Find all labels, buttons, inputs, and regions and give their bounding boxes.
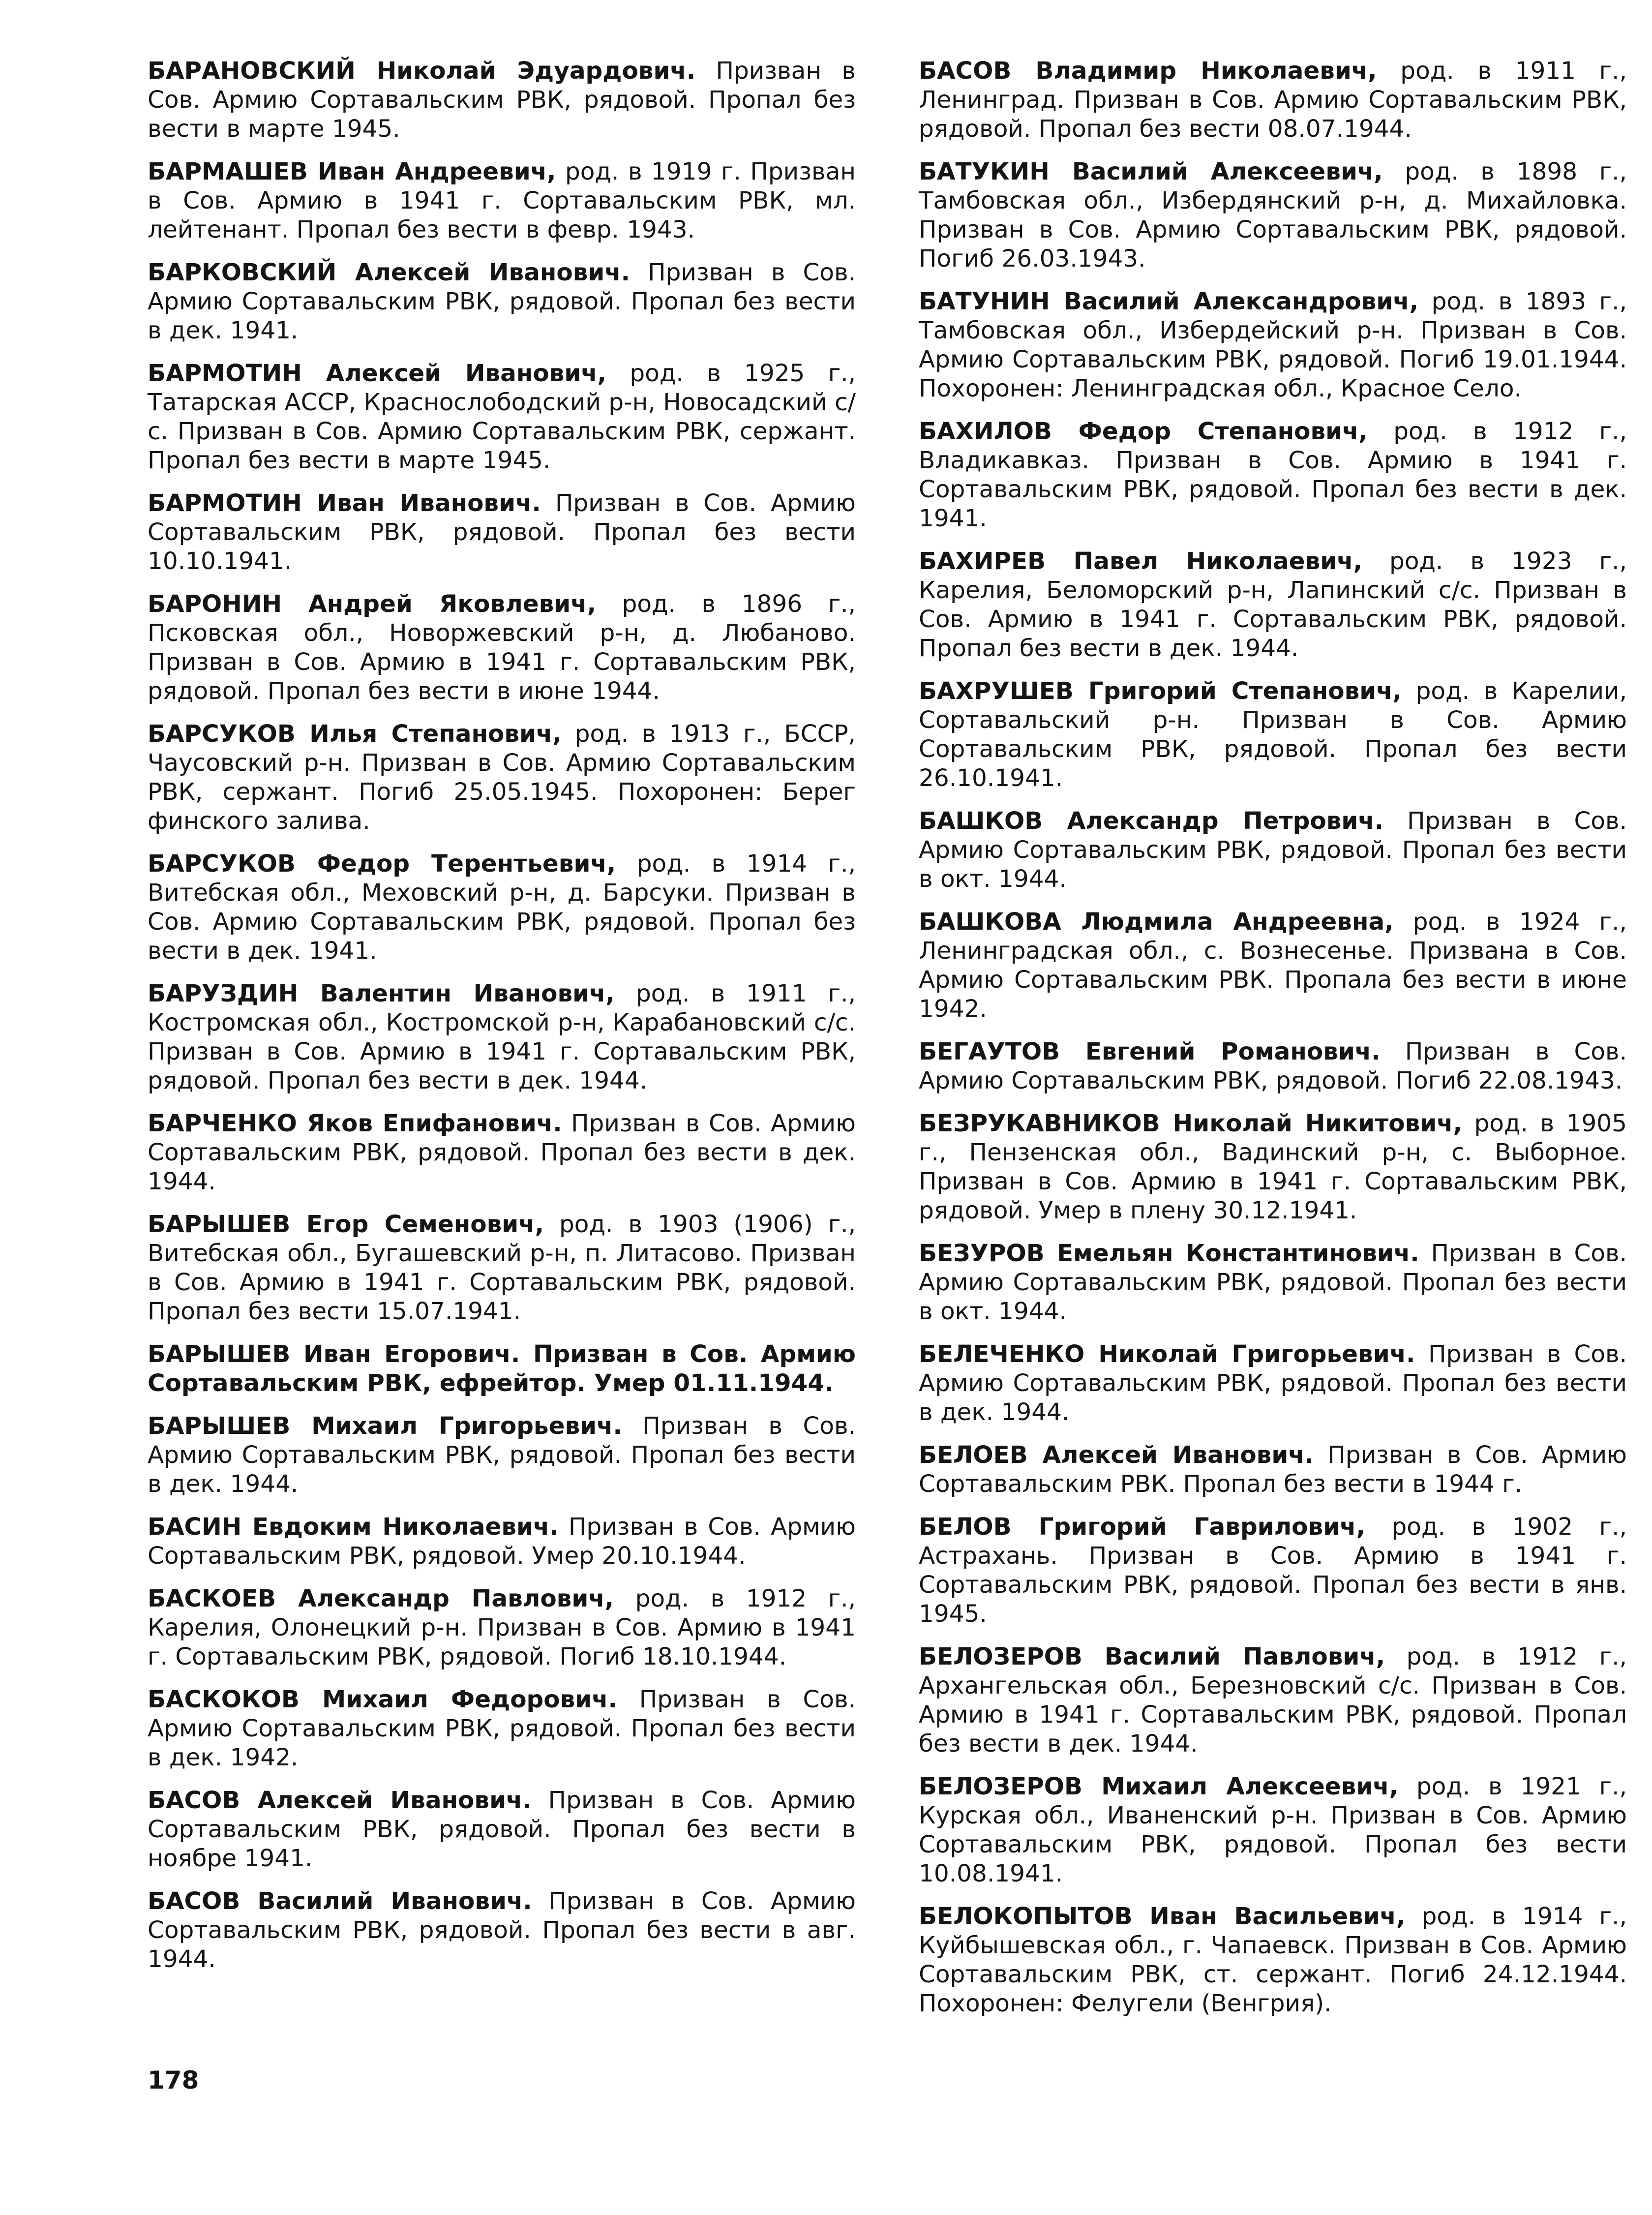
register-entry xyxy=(148,157,856,244)
register-entry xyxy=(148,1340,856,1398)
entry-details: род. в 1925 г., Татарская АССР, Краснослободский р-н, Новосадский с/с. Призван в Сов. Армию Сортавальским РВК, сержант. Пропал без вести в марте 1945. xyxy=(148,360,856,474)
entry-name: БЕЗРУКАВНИКОВ Николай Никитович, xyxy=(919,1110,1462,1137)
entry-name: БЕЛОЗЕРОВ Михаил Алексеевич, xyxy=(919,1773,1399,1800)
register-entry xyxy=(919,1340,1627,1427)
entry-name: БАРАНОВСКИЙ Николай Эдуардович. xyxy=(148,57,696,85)
register-entry xyxy=(919,1441,1627,1499)
entry-name: БАСОВ Алексей Иванович. xyxy=(148,1787,532,1814)
entry-name: БЕЛОЗЕРОВ Василий Павлович, xyxy=(919,1643,1385,1670)
register-entry xyxy=(148,850,856,966)
entry-name: БЕЛОКОПЫТОВ Иван Васильевич, xyxy=(919,1903,1406,1930)
entry-details: род. в 1924 г., Ленинградская обл., с. Вознесенье. Призвана в Сов. Армию Сортавальским РВК. Пропала без вести в июне 1942. xyxy=(919,908,1627,1023)
register-entry xyxy=(919,1037,1627,1095)
entry-details: Призван в Сов. Армию Сортавальским РВК, рядовой. Умер 20.10.1944. xyxy=(148,1513,856,1570)
entry-name: БАРЫШЕВ Егор Семенович, xyxy=(148,1211,544,1238)
register-entry xyxy=(919,807,1627,894)
entry-details: Призван в Сов. Армию Сортавальским РВК, рядовой. Погиб 22.08.1943. xyxy=(919,1038,1627,1094)
entry-details: род. в 1921 г., Курская обл., Иваненский р-н. Призван в Сов. Армию Сортавальским РВК, рядовой. Пропал без вести 10.08.1941. xyxy=(919,1773,1627,1887)
register-entry xyxy=(919,287,1627,403)
entry-name: БАРЫШЕВ Михаил Григорьевич. xyxy=(148,1412,622,1440)
register-entry xyxy=(148,1584,856,1671)
entry-name: БАРСУКОВ Федор Терентьевич, xyxy=(148,850,616,878)
entry-details: род. в 1912 г., Карелия, Олонецкий р-н. Призван в Сов. Армию в 1941 г. Сортавальским РВК, рядовой. Погиб 18.10.1944. xyxy=(148,1585,856,1670)
register-entry xyxy=(148,489,856,576)
entry-details: род. в 1914 г., Витебская обл., Меховский р-н, д. Барсуки. Призван в Сов. Армию Сортавальским РВК, рядовой. Пропал без вести в дек. 1941. xyxy=(148,850,856,965)
entry-details: Призван в Сов. Армию Сортавальским РВК, рядовой. Пропал без вести в окт. 1944. xyxy=(919,1240,1627,1325)
entry-details: род. в 1905 г., Пензенская обл., Вадинский р-н, с. Выборное. Призван в Сов. Армию в 1941 г. Сортавальским РВК, рядовой. Умер в плену 30.12.1941. xyxy=(919,1110,1627,1224)
register-entry xyxy=(148,1887,856,1974)
entry-name: БЕГАУТОВ Евгений Романович. xyxy=(919,1038,1381,1065)
register-entry xyxy=(148,1210,856,1326)
entry-details: род. в 1912 г., Архангельская обл., Березновский с/с. Призван в Сов. Армию в 1941 г. Сортавальским РВК, рядовой. Пропал без вести в дек. 1944. xyxy=(919,1643,1627,1758)
entry-details: Призван в Сов. Армию Сортавальским РВК, рядовой. Пропал без вести в ноябре 1941. xyxy=(148,1787,856,1872)
entry-details: Призван в Сов. Армию Сортавальским РВК, рядовой. Пропал без вести в дек. 1944. xyxy=(148,1110,856,1195)
entry-details: род. в 1911 г., Костромская обл., Костромской р-н, Карабановский с/с. Призван в Сов. Армию в 1941 г. Сортавальским РВК, рядовой. Пропал без вести в дек. 1944. xyxy=(148,980,856,1094)
entry-details: Призван в Сов. Армию Сортавальским РВК, ефрейтор. Умер 01.11.1944. xyxy=(148,1340,856,1397)
register-entry xyxy=(148,258,856,345)
register-entry xyxy=(148,1412,856,1499)
left-column xyxy=(148,57,856,1988)
entry-name: БАСКОКОВ Михаил Федорович. xyxy=(148,1686,617,1713)
entry-details: Призван в Сов. Армию Сортавальским РВК, рядовой. Пропал без вести в авг. 1944. xyxy=(148,1887,856,1973)
entry-name: БАРМОТИН Иван Иванович. xyxy=(148,489,541,517)
register-entry xyxy=(148,1685,856,1772)
entry-details: Призван в Сов. Армию Сортавальским РВК, рядовой. Пропал без вести в дек. 1944. xyxy=(919,1340,1627,1426)
register-entry xyxy=(919,157,1627,273)
entry-name: БАСИН Евдоким Николаевич. xyxy=(148,1513,559,1541)
entry-name: БАРКОВСКИЙ Алексей Иванович. xyxy=(148,259,631,286)
entry-details: род. в 1893 г., Тамбовская обл., Избердейский р-н. Призван в Сов. Армию Сортавальским РВК, рядовой. Погиб 19.01.1944. Похоронен: Ленинградская обл., Красное Село. xyxy=(919,288,1627,402)
entry-details: род. в 1913 г., БССР, Чаусовский р-н. Призван в Сов. Армию Сортавальским РВК, сержант. Погиб 25.05.1945. Похоронен: Берег финского залива. xyxy=(148,720,856,835)
entry-name: БЕЛОЕВ Алексей Иванович. xyxy=(919,1441,1314,1469)
entry-details: Призван в Сов. Армию Сортавальским РВК. Пропал без вести в 1944 г. xyxy=(919,1441,1627,1498)
register-entry xyxy=(148,359,856,475)
entry-name: БАРСУКОВ Илья Степанович, xyxy=(148,720,562,748)
entry-name: БАТУНИН Василий Александрович, xyxy=(919,288,1419,315)
entry-name: БАРМОТИН Алексей Иванович, xyxy=(148,360,607,387)
entry-name: БАХРУШЕВ Григорий Степанович, xyxy=(919,677,1402,705)
entry-details: род. в 1896 г., Псковская обл., Новоржевский р-н, д. Любаново. Призван в Сов. Армию в 1941 г. Сортавальским РВК, рядовой. Пропал без вести в июне 1944. xyxy=(148,590,856,705)
entry-details: Призван в Сов. Армию Сортавальским РВК, рядовой. Пропал без вести в дек. 1941. xyxy=(148,259,856,344)
entry-details: род. в 1902 г., Астрахань. Призван в Сов. Армию в 1941 г. Сортавальским РВК, рядовой. Пропал без вести в янв. 1945. xyxy=(919,1513,1627,1628)
entry-details: род. в 1923 г., Карелия, Беломорский р-н, Лапинский с/с. Призван в Сов. Армию в 1941 г. Сортавальским РВК, рядовой. Пропал без вести в дек. 1944. xyxy=(919,547,1627,662)
entry-details: Призван в Сов. Армию Сортавальским РВК, рядовой. Пропал без вести в дек. 1942. xyxy=(148,1686,856,1771)
entry-details: род. в 1912 г., Владикавказ. Призван в Сов. Армию в 1941 г. Сортавальским РВК, рядовой. Пропал без вести в дек. 1941. xyxy=(919,418,1627,532)
register-entry xyxy=(919,417,1627,533)
entry-details: Призван в Сов. Армию Сортавальским РВК, рядовой. Пропал без вести в дек. 1944. xyxy=(148,1412,856,1498)
entry-details: род. в Карелии, Сортавальский р-н. Призван в Сов. Армию Сортавальским РВК, рядовой. Пропал без вести 26.10.1941. xyxy=(919,677,1627,792)
entry-name: БАСОВ Василий Иванович. xyxy=(148,1887,532,1915)
entry-details: род. в 1911 г., Ленинград. Призван в Сов. Армию Сортавальским РВК, рядовой. Пропал без вести 08.07.1944. xyxy=(919,57,1627,143)
entry-name: БЕЗУРОВ Емельян Константинович. xyxy=(919,1240,1419,1267)
entry-name: БАХИЛОВ Федор Степанович, xyxy=(919,418,1368,445)
entry-name: БАРУЗДИН Валентин Иванович, xyxy=(148,980,615,1007)
register-entry xyxy=(919,547,1627,663)
register-entry xyxy=(919,1772,1627,1888)
entry-name: БАШКОВА Людмила Андреевна, xyxy=(919,908,1394,936)
entry-details: Призван в Сов. Армию Сортавальским РВК, рядовой. Пропал без вести в окт. 1944. xyxy=(919,807,1627,893)
register-entry xyxy=(919,57,1627,144)
entry-name: БАРМАШЕВ Иван Андреевич, xyxy=(148,158,556,185)
register-entry xyxy=(148,590,856,706)
entry-name: БАСКОЕВ Александр Павлович, xyxy=(148,1585,614,1612)
register-entry xyxy=(148,720,856,836)
register-entry xyxy=(148,1109,856,1196)
register-entry xyxy=(919,677,1627,793)
register-entry xyxy=(919,1239,1627,1326)
register-entry xyxy=(919,1513,1627,1629)
entry-name: БАТУКИН Василий Алексеевич, xyxy=(919,158,1383,185)
register-entry xyxy=(148,1513,856,1571)
entry-details: род. в 1903 (1906) г., Витебская обл., Бугашевский р-н, п. Литасово. Призван в Сов. Армию в 1941 г. Сортавальским РВК, рядовой. Пропал без вести 15.07.1941. xyxy=(148,1211,856,1325)
entry-name: БАРЧЕНКО Яков Епифанович. xyxy=(148,1110,562,1137)
register-entry xyxy=(919,1642,1627,1759)
entry-details: Призван в Сов. Армию Сортавальским РВК, рядовой. Пропал без вести 10.10.1941. xyxy=(148,489,856,575)
page-number: 178 xyxy=(148,2066,199,2094)
entry-name: БАРЫШЕВ Иван Егорович. xyxy=(148,1340,520,1368)
entry-name: БЕЛЕЧЕНКО Николай Григорьевич. xyxy=(919,1340,1415,1368)
entry-name: БАРОНИН Андрей Яковлевич, xyxy=(148,590,597,618)
register-entry xyxy=(148,979,856,1095)
right-column xyxy=(919,57,1627,2032)
entry-details: род. в 1914 г., Куйбышевская обл., г. Чапаевск. Призван в Сов. Армию Сортавальским РВК, ст. сержант. Погиб 24.12.1944. Похоронен: Фелугели (Венгрия). xyxy=(919,1903,1627,2017)
register-entry xyxy=(148,1786,856,1873)
register-entry xyxy=(919,908,1627,1024)
entry-name: БЕЛОВ Григорий Гаврилович, xyxy=(919,1513,1365,1541)
entry-name: БАСОВ Владимир Николаевич, xyxy=(919,57,1377,85)
register-entry xyxy=(919,1109,1627,1225)
register-entry xyxy=(148,57,856,144)
entry-details: Призван в Сов. Армию Сортавальским РВК, рядовой. Пропал без вести в марте 1945. xyxy=(148,57,856,143)
entry-name: БАШКОВ Александр Петрович. xyxy=(919,807,1384,835)
entry-details: род. в 1919 г. Призван в Сов. Армию в 1941 г. Сортавальским РВК, мл. лейтенант. Пропал без вести в февр. 1943. xyxy=(148,158,856,243)
entry-name: БАХИРЕВ Павел Николаевич, xyxy=(919,547,1362,575)
entry-details: род. в 1898 г., Тамбовская обл., Избердянский р-н, д. Михайловка. Призван в Сов. Армию Сортавальским РВК, рядовой. Погиб 26.03.1943. xyxy=(919,158,1627,273)
register-entry xyxy=(919,1902,1627,2018)
